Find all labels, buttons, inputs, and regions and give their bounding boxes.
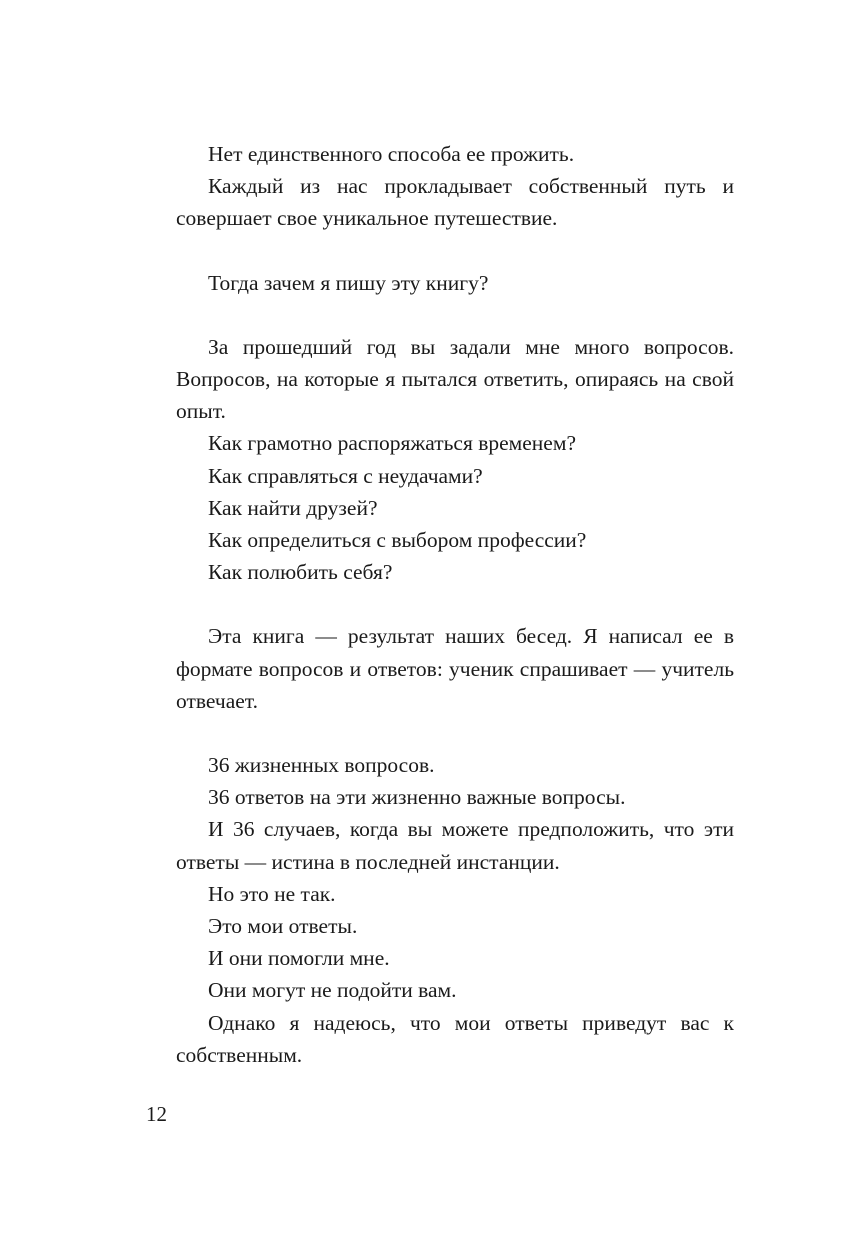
paragraph: Как полюбить себя?	[208, 560, 393, 585]
paragraph: За прошедший год вы задали мне много вопросов. Вопросов, на которые я пытался ответить, опираясь на свой опыт.	[176, 334, 734, 424]
paragraph-gap	[176, 588, 734, 620]
paragraph: Но это не так.	[208, 881, 336, 906]
paragraph: И 36 случаев, когда вы можете предположить, что эти ответы — истина в последней инстанции.	[176, 817, 734, 874]
paragraph-gap	[176, 299, 734, 331]
paragraph: 36 жизненных вопросов.	[208, 753, 435, 778]
paragraph: Как определиться с выбором профессии?	[208, 528, 587, 553]
paragraph: Тогда зачем я пишу эту книгу?	[208, 270, 489, 295]
page-body-text	[176, 138, 734, 1071]
paragraph: 36 ответов на эти жизненно важные вопросы.	[208, 785, 626, 810]
page-number: 12	[146, 1102, 167, 1126]
paragraph: Как грамотно распоряжаться временем?	[208, 431, 576, 456]
paragraph: Как найти друзей?	[208, 495, 378, 520]
paragraph: Нет единственного способа ее прожить.	[208, 142, 575, 166]
paragraph: Каждый из нас прокладывает собственный путь и совершает свое уникальное путешествие.	[176, 174, 734, 231]
paragraph: Эта книга — результат наших бесед. Я написал ее в формате вопросов и ответов: ученик спрашивает — учитель отвечает.	[176, 624, 734, 713]
paragraph: Как справляться с неудачами?	[208, 463, 483, 488]
paragraph: И они помогли мне.	[208, 946, 390, 971]
paragraph-gap	[176, 717, 734, 749]
paragraph: Они могут не подойти вам.	[208, 978, 457, 1003]
paragraph: Однако я надеюсь, что мои ответы приведут вас к собственным.	[176, 1010, 734, 1067]
paragraph: Это мои ответы.	[208, 914, 358, 939]
paragraph-gap	[176, 235, 734, 267]
